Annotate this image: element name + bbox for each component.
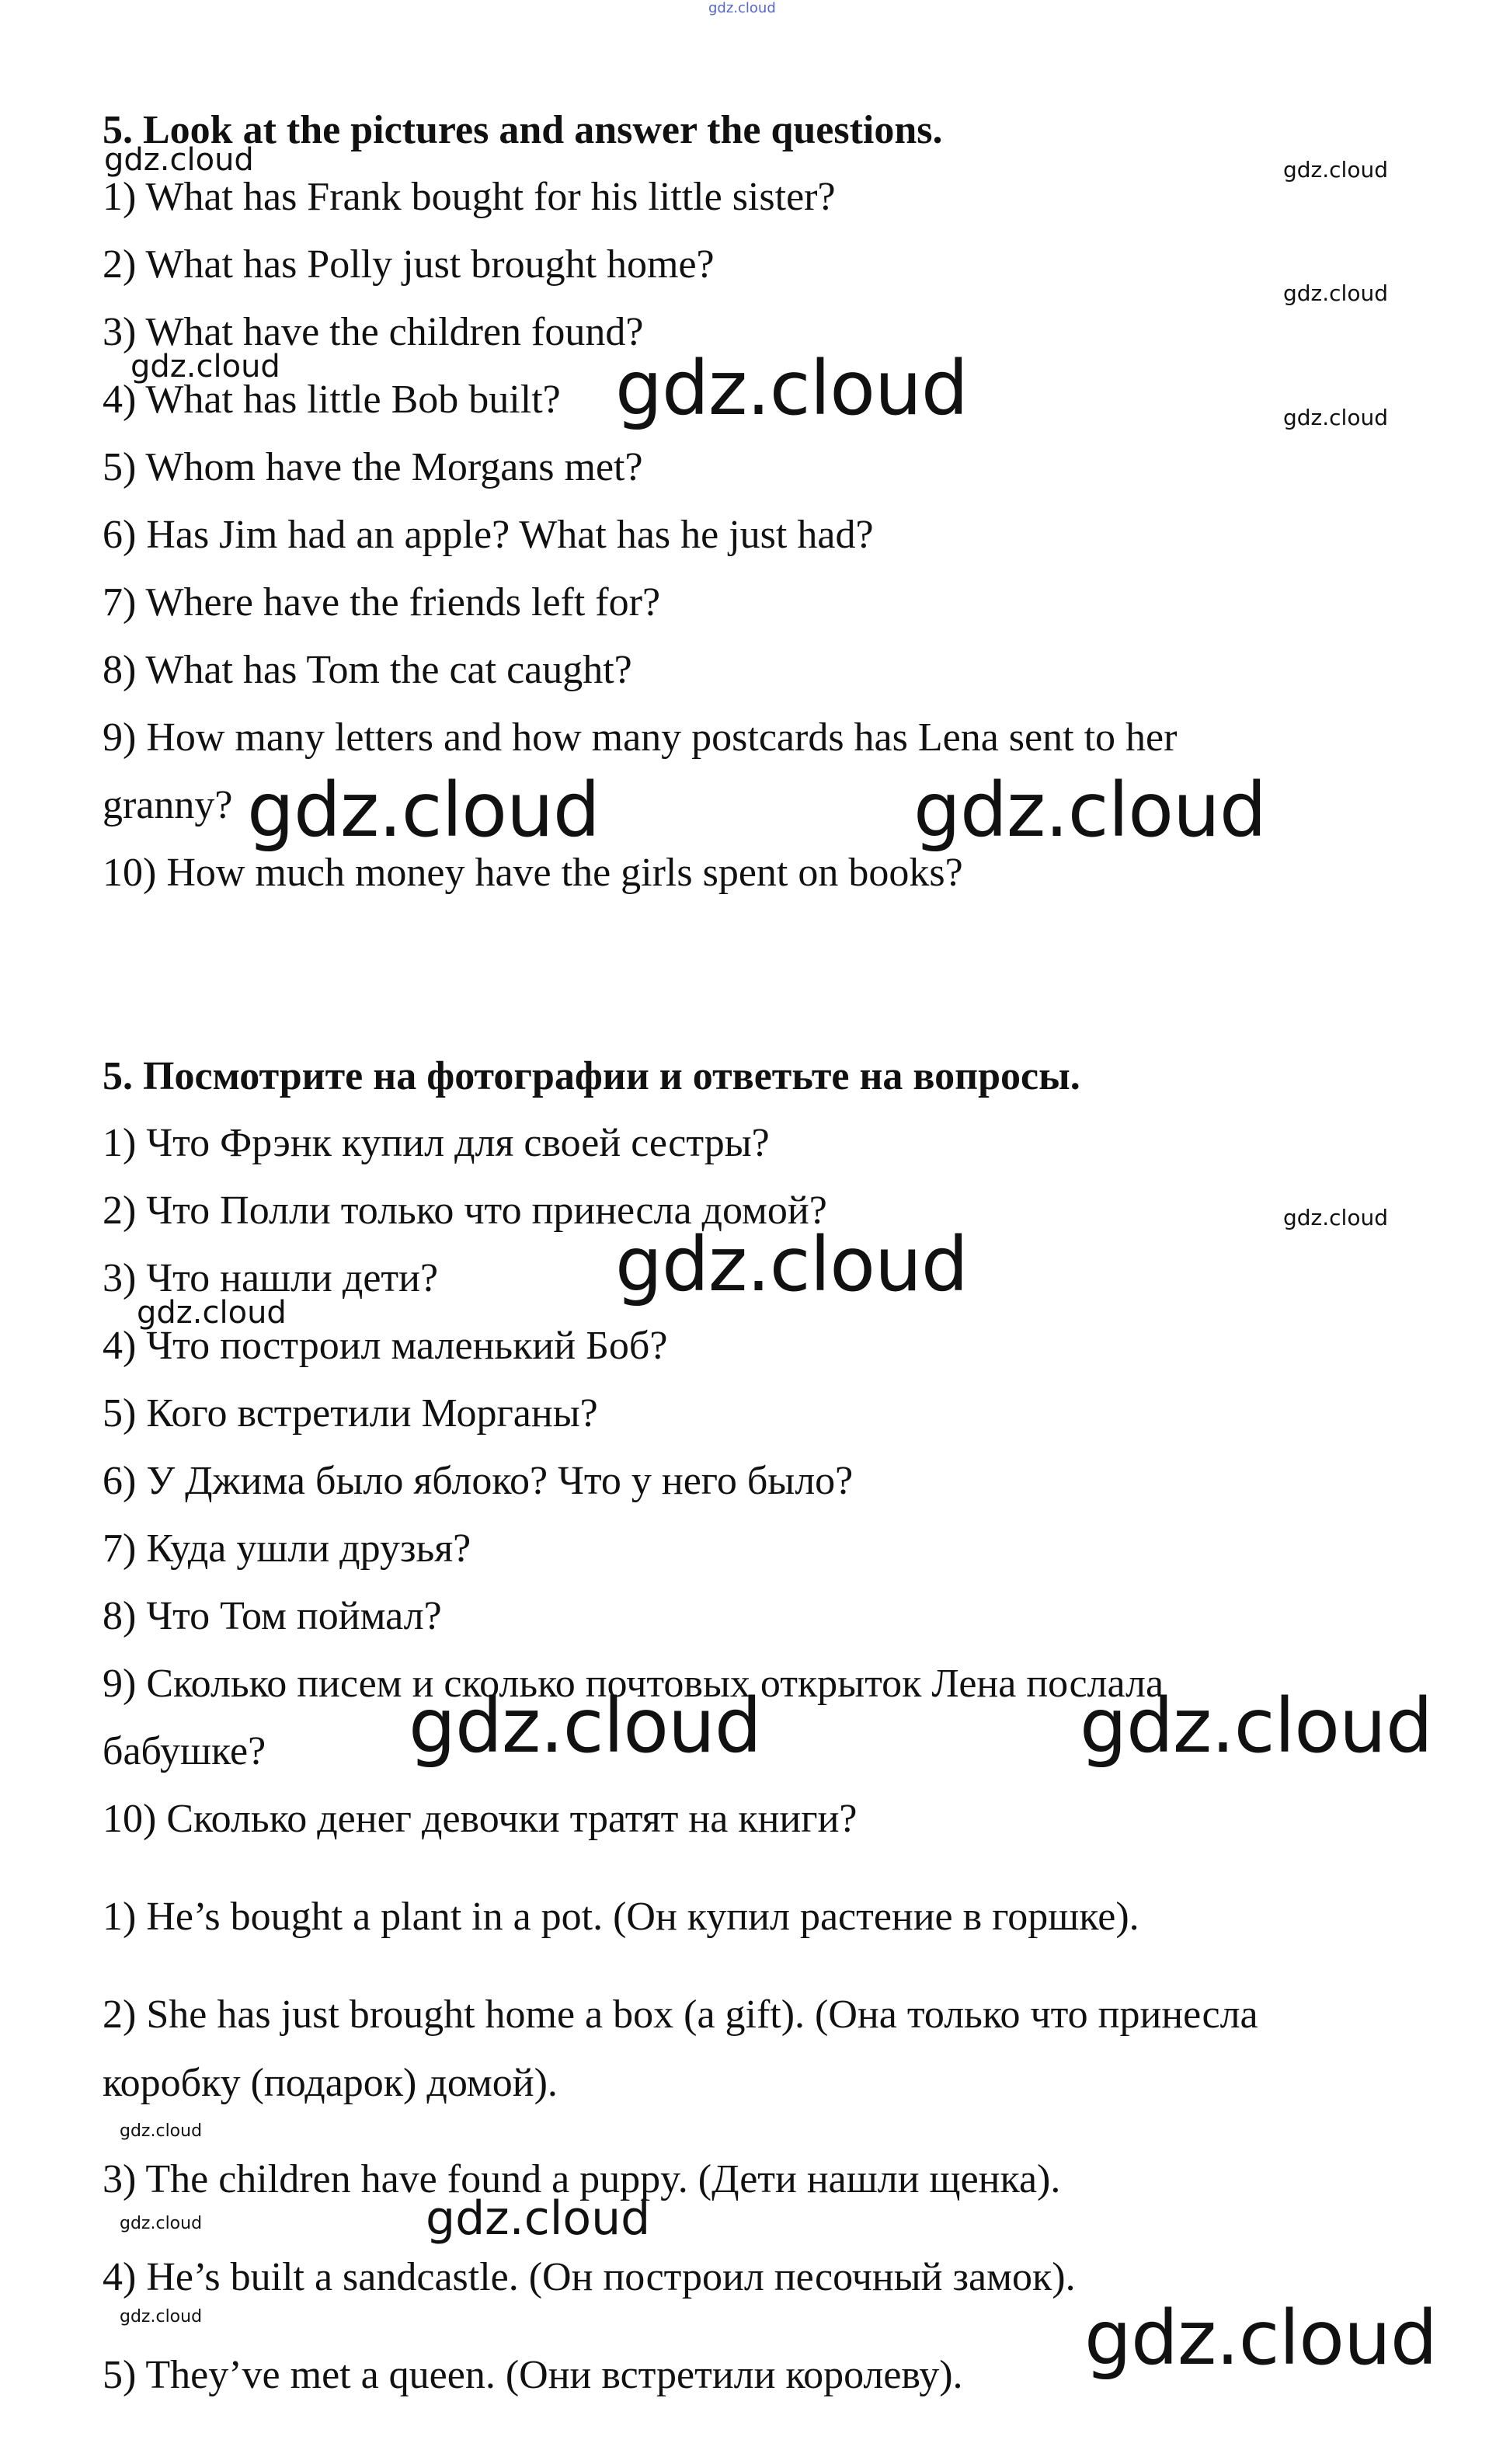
top-watermark: gdz.cloud <box>708 0 776 16</box>
watermark: gdz.cloud <box>913 767 1266 854</box>
watermark: gdz.cloud <box>137 1295 287 1331</box>
russian-question-5: 5) Кого встретили Морганы? <box>103 1391 598 1436</box>
english-question-2: 2) What has Polly just brought home? <box>103 242 715 287</box>
english-question-6: 6) Has Jim had an apple? What has he just had? <box>103 513 874 557</box>
russian-question-2: 2) Что Полли только что принесла домой? <box>103 1188 827 1233</box>
russian-question-7: 7) Куда ушли друзья? <box>103 1526 471 1571</box>
russian-question-3: 3) Что нашли дети? <box>103 1256 439 1300</box>
watermark: gdz.cloud <box>1283 1205 1388 1230</box>
watermark: gdz.cloud <box>120 2121 203 2141</box>
watermark: gdz.cloud <box>426 2191 651 2246</box>
english-question-5: 5) Whom have the Morgans met? <box>103 445 643 489</box>
english-question-8: 8) What has Tom the cat caught? <box>103 648 632 692</box>
watermark: gdz.cloud <box>247 767 600 854</box>
watermark: gdz.cloud <box>120 2214 203 2233</box>
answer-1: 1) He’s bought a plant in a pot. (Он купил растение в горшке). <box>103 1895 1139 1939</box>
russian-question-9: 9) Сколько писем и сколько почтовых открыток Лена послала <box>103 1662 1164 1706</box>
russian-question-6: 6) У Джима было яблоко? Что у него было? <box>103 1459 854 1503</box>
russian-question-1: 1) Что Фрэнк купил для своей сестры? <box>103 1121 770 1165</box>
watermark: gdz.cloud <box>104 142 254 178</box>
watermark: gdz.cloud <box>120 2307 203 2327</box>
watermark: gdz.cloud <box>1080 1683 1432 1770</box>
watermark: gdz.cloud <box>409 1683 761 1770</box>
english-question-7: 7) Where have the friends left for? <box>103 580 661 625</box>
watermark: gdz.cloud <box>1283 405 1388 430</box>
english-question-10: 10) How much money have the girls spent on books? <box>103 851 963 895</box>
russian-question-8: 8) Что Том поймал? <box>103 1594 442 1638</box>
answer-5: 5) They’ve met a queen. (Они встретили королеву). <box>103 2353 963 2397</box>
english-question-4: 4) What has little Bob built? <box>103 378 561 422</box>
russian-question-9-cont: бабушке? <box>103 1729 266 1773</box>
watermark: gdz.cloud <box>1283 157 1388 183</box>
russian-question-4: 4) Что построил маленький Боб? <box>103 1324 668 1368</box>
answer-2: 2) She has just brought home a box (a gift). (Она только что принесла <box>103 1992 1258 2037</box>
english-heading: 5. Look at the pictures and answer the questions. <box>103 108 943 152</box>
watermark: gdz.cloud <box>615 345 968 432</box>
english-question-9-cont: granny? <box>103 783 233 827</box>
english-question-9: 9) How many letters and how many postcards has Lena sent to her <box>103 715 1178 760</box>
answer-2-cont: коробку (подарок) домой). <box>103 2061 558 2105</box>
english-question-1: 1) What has Frank bought for his little sister? <box>103 175 836 219</box>
watermark: gdz.cloud <box>1283 280 1388 306</box>
answer-3: 3) The children have found a puppy. (Дети нашли щенка). <box>103 2157 1061 2201</box>
watermark: gdz.cloud <box>130 349 280 385</box>
russian-heading: 5. Посмотрите на фотографии и ответьте на вопросы. <box>103 1054 1080 1098</box>
watermark: gdz.cloud <box>1084 2295 1437 2382</box>
answer-4: 4) He’s built a sandcastle. (Он построил песочный замок). <box>103 2255 1076 2299</box>
english-question-3: 3) What have the children found? <box>103 310 644 354</box>
watermark: gdz.cloud <box>615 1221 968 1308</box>
russian-question-10: 10) Сколько денег девочки тратят на книги? <box>103 1797 858 1841</box>
